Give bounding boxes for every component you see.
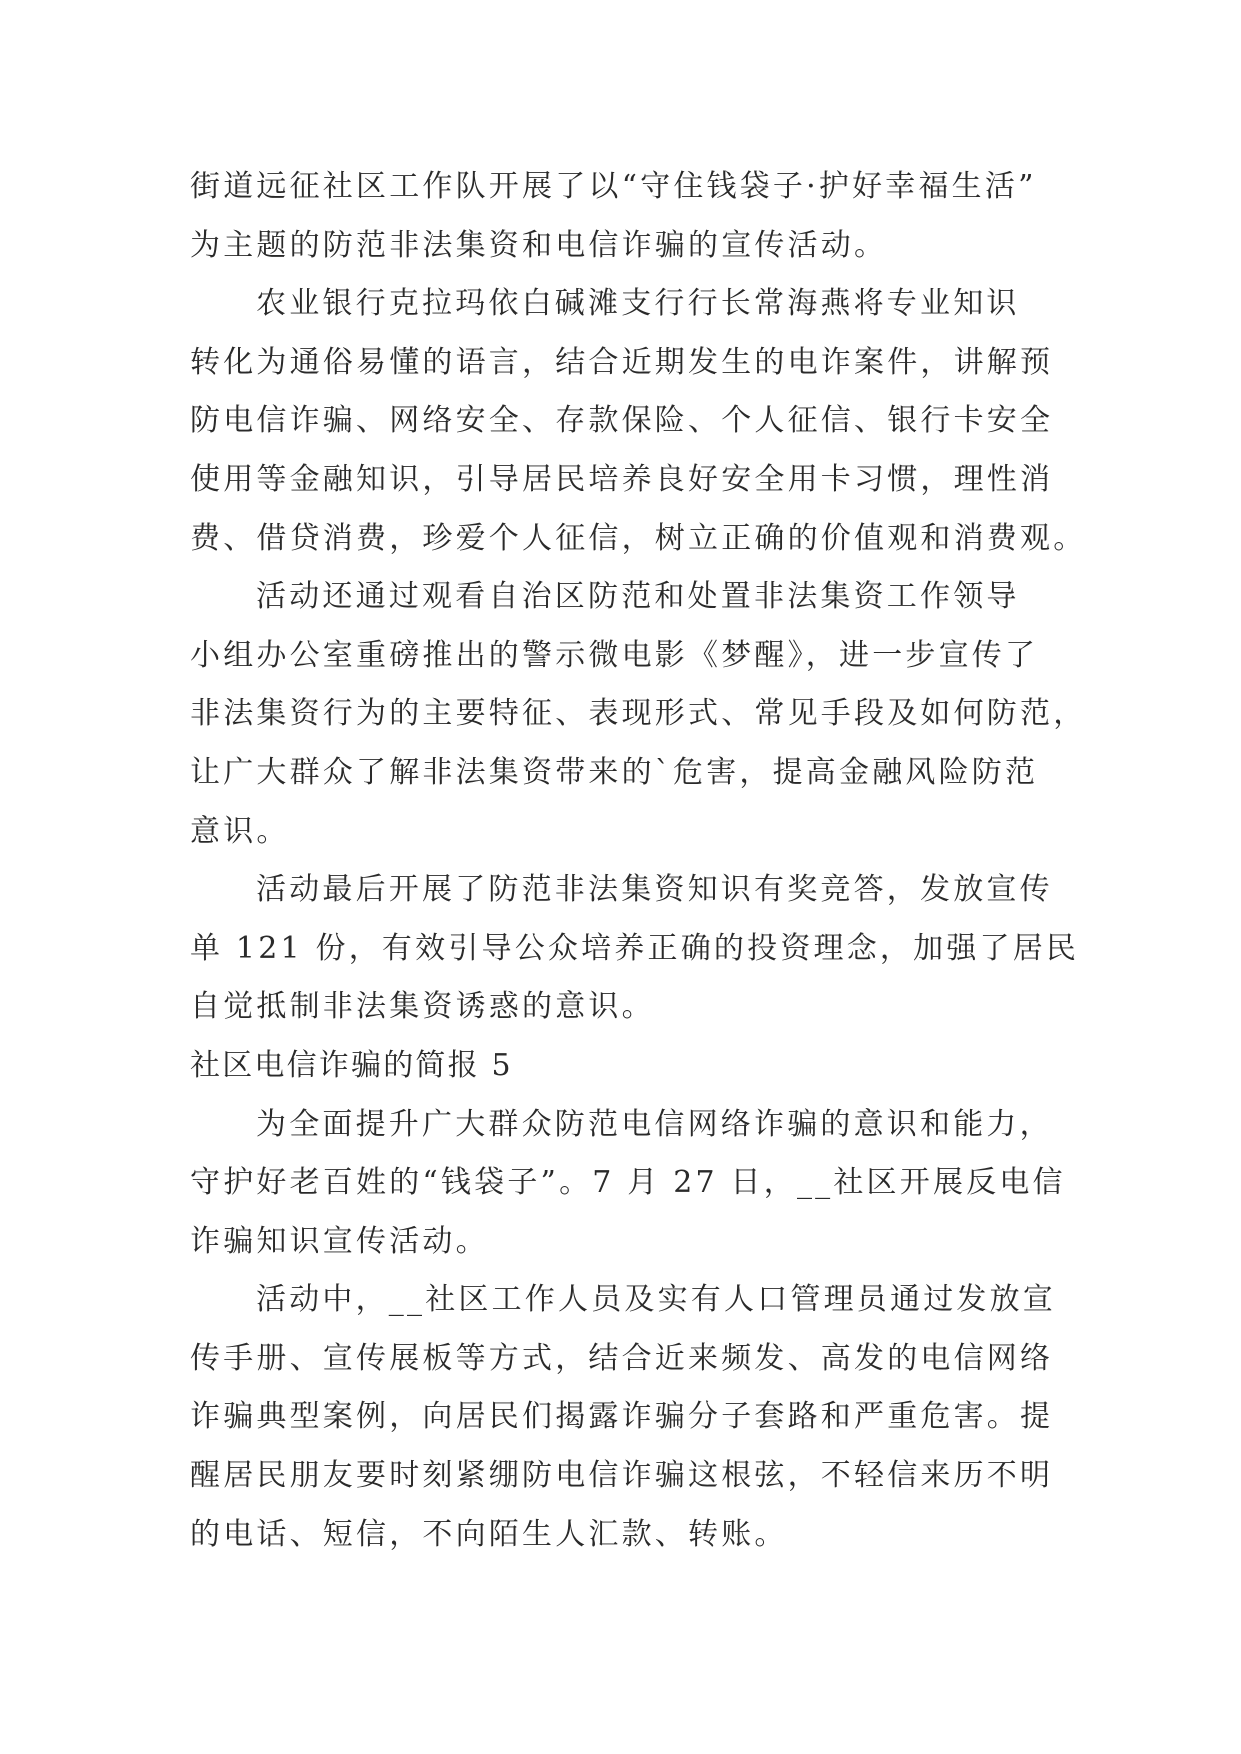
paragraph-1: [190, 158, 1060, 275]
document-body: [190, 158, 1087, 1564]
text-line: 活动中，__社区工作人员及实有人口管理员通过发放宣: [256, 1282, 1056, 1318]
paragraph-6: [190, 1271, 1060, 1564]
section-heading: [190, 1037, 1060, 1096]
text-line: 为主题的防范非法集资和电信诈骗的宣传活动。: [190, 227, 888, 263]
text-line: 小组办公室重磅推出的警示微电影《梦醒》，进一步宣传了: [190, 637, 1039, 673]
text-line: 意识。: [190, 813, 290, 849]
text-line: 诈骗知识宣传活动。: [190, 1223, 489, 1259]
text-line: 活动还通过观看自治区防范和处置非法集资工作领导: [256, 579, 1020, 615]
text-line: 让广大群众了解非法集资带来的`危害，提高金融风险防范: [190, 754, 1039, 790]
text-line: 街道远征社区工作队开展了以“守住钱袋子·护好幸福生活”: [190, 169, 1037, 204]
paragraph-4: [190, 861, 1080, 1037]
paragraph-3: [190, 568, 1087, 861]
paragraph-5: [190, 1096, 1066, 1272]
text-line: 醒居民朋友要时刻紧绷防电信诈骗这根弦，不轻信来历不明: [190, 1458, 1054, 1494]
text-line: 的电话、短信，不向陌生人汇款、转账。: [190, 1516, 788, 1552]
text-line: 传手册、宣传展板等方式，结合近来频发、高发的电信网络: [190, 1340, 1054, 1376]
text-line: 诈骗典型案例，向居民们揭露诈骗分子套路和严重危害。提: [190, 1399, 1054, 1435]
text-line: 自觉抵制非法集资诱惑的意识。: [190, 989, 655, 1025]
section-title: 社区电信诈骗的简报 5: [190, 1047, 513, 1083]
text-line: 使用等金融知识，引导居民培养良好安全用卡习惯，理性消: [190, 461, 1054, 497]
text-line: 单 121 份，有效引导公众培养正确的投资理念，加强了居民: [190, 930, 1080, 966]
text-line: 防电信诈骗、网络安全、存款保险、个人征信、银行卡安全: [190, 403, 1054, 439]
text-line: 非法集资行为的主要特征、表现形式、常见手段及如何防范，: [190, 696, 1087, 732]
text-line: 费、借贷消费，珍爱个人征信，树立正确的价值观和消费观。: [190, 520, 1087, 556]
text-line: 转化为通俗易懂的语言，结合近期发生的电诈案件，讲解预: [190, 344, 1054, 380]
paragraph-2: [190, 275, 1087, 568]
text-line: 守护好老百姓的“钱袋子”。7 月 27 日，__社区开展反电信: [190, 1165, 1066, 1201]
text-line: 活动最后开展了防范非法集资知识有奖竞答，发放宣传: [256, 872, 1053, 908]
text-line: 农业银行克拉玛依白碱滩支行行长常海燕将专业知识: [256, 286, 1020, 322]
text-line: 为全面提升广大群众防范电信网络诈骗的意识和能力，: [256, 1106, 1053, 1142]
